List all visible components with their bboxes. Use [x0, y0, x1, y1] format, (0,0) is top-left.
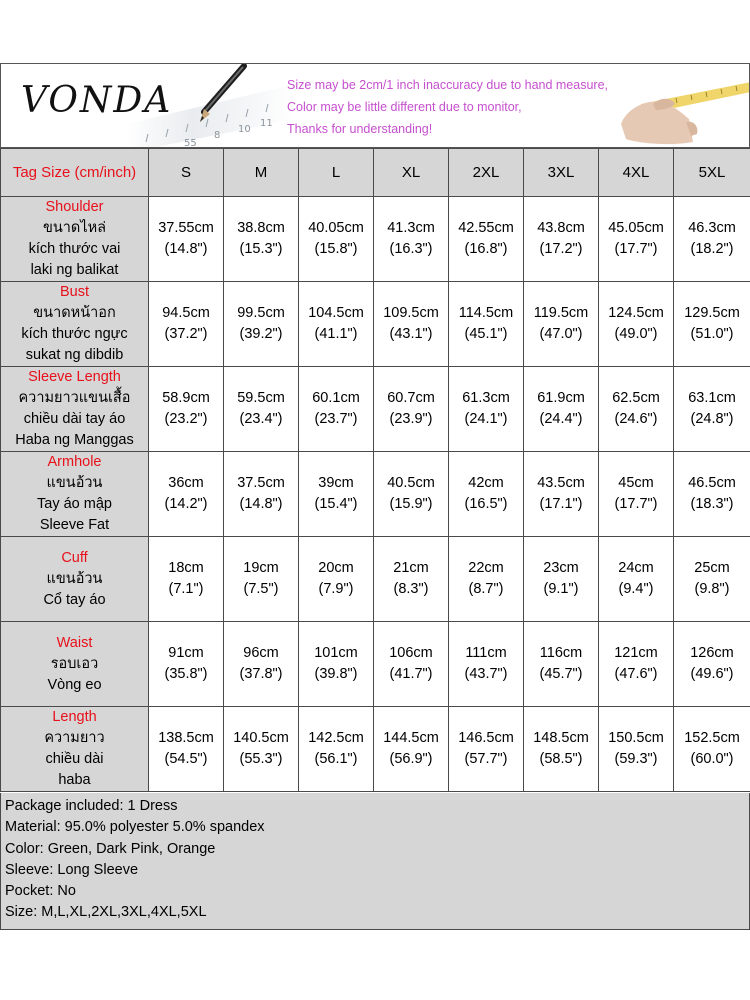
- value-inch: (23.9"): [389, 411, 433, 427]
- value-cm: 24cm: [618, 560, 654, 576]
- value-inch: (54.5"): [164, 751, 208, 767]
- info-sizes: Size: M,L,XL,2XL,3XL,4XL,5XL: [5, 904, 207, 921]
- measurement-value-cell: [374, 537, 449, 622]
- measurement-row: [1, 197, 750, 282]
- measurement-value-cell: [224, 707, 299, 792]
- value-inch: (41.1"): [314, 326, 358, 342]
- value-inch: (57.7"): [464, 751, 508, 767]
- measurement-name: Cuff: [61, 549, 88, 566]
- measurement-translation: haba: [58, 772, 91, 788]
- measurement-label-cell: [1, 622, 149, 707]
- value-cm: 18cm: [168, 560, 204, 576]
- measurement-translation: chiều dài tay áo: [23, 411, 126, 427]
- measurement-translation: ความยาวแขนเสื้อ: [18, 390, 131, 406]
- value-inch: (37.8"): [239, 666, 283, 682]
- value-inch: (15.9"): [389, 496, 433, 512]
- measurement-value-cell: [149, 707, 224, 792]
- value-cm: 124.5cm: [608, 305, 664, 321]
- value-cm: 150.5cm: [608, 730, 664, 746]
- pencil-ruler-illustration: [126, 64, 296, 148]
- value-cm: 46.5cm: [688, 475, 736, 491]
- svg-text:55: 55: [184, 138, 197, 149]
- measurement-value-cell: [599, 537, 674, 622]
- value-cm: 62.5cm: [612, 390, 660, 406]
- svg-text:10: 10: [238, 124, 251, 135]
- value-inch: (8.7"): [468, 581, 504, 597]
- size-column-header: M: [224, 149, 299, 197]
- measurement-row: [1, 622, 750, 707]
- measurement-value-cell: [224, 367, 299, 452]
- measurement-value-cell: [149, 197, 224, 282]
- measurement-translation: kích thước vai: [28, 241, 121, 257]
- measurement-value-cell: [599, 367, 674, 452]
- value-cm: 58.9cm: [162, 390, 210, 406]
- measurement-name: Length: [52, 709, 97, 725]
- size-header-row: [1, 149, 750, 197]
- measurement-value-cell: [449, 537, 524, 622]
- value-cm: 121cm: [614, 645, 658, 661]
- value-inch: (51.0"): [690, 326, 734, 342]
- measurement-value-cell: [524, 367, 599, 452]
- measurement-rows: [1, 197, 750, 792]
- measurement-value-cell: [599, 707, 674, 792]
- value-cm: 63.1cm: [688, 390, 736, 406]
- value-inch: (14.2"): [164, 496, 208, 512]
- measurement-value-cell: [599, 197, 674, 282]
- value-cm: 45.05cm: [608, 220, 664, 236]
- measurement-value-cell: [449, 452, 524, 537]
- measurement-name: Waist: [56, 634, 93, 651]
- value-cm: 114.5cm: [458, 305, 514, 321]
- svg-text:8: 8: [214, 130, 221, 141]
- value-cm: 61.9cm: [537, 390, 585, 406]
- hand-tape-illustration: [601, 64, 750, 148]
- brand-logo: VONDA: [21, 80, 173, 121]
- value-cm: 45cm: [618, 475, 654, 491]
- measurement-value-cell: [524, 622, 599, 707]
- measurement-value-cell: [299, 707, 374, 792]
- measurement-label-cell: [1, 537, 149, 622]
- value-cm: 148.5cm: [533, 730, 589, 746]
- measurement-value-cell: [224, 622, 299, 707]
- value-inch: (16.8"): [464, 241, 508, 257]
- value-cm: 119.5cm: [533, 305, 589, 321]
- value-inch: (23.7"): [314, 411, 358, 427]
- value-inch: (16.5"): [464, 496, 508, 512]
- info-color: Color: Green, Dark Pink, Orange: [5, 840, 216, 857]
- value-cm: 94.5cm: [162, 305, 210, 321]
- measurement-translation: แขนอ้วน: [46, 570, 103, 587]
- size-column-header: L: [299, 149, 374, 197]
- svg-text:11: 11: [260, 118, 273, 129]
- measurement-value-cell: [674, 367, 750, 452]
- measurement-label-cell: [1, 452, 149, 537]
- measurement-value-cell: [524, 282, 599, 367]
- measurement-name: Shoulder: [45, 199, 104, 215]
- value-inch: (24.1"): [464, 411, 508, 427]
- measurement-value-cell: [149, 537, 224, 622]
- value-inch: (14.8"): [164, 241, 208, 257]
- measurement-name: Armhole: [47, 454, 102, 470]
- value-cm: 146.5cm: [458, 730, 514, 746]
- value-cm: 36cm: [168, 475, 204, 491]
- measurement-translation: ขนาดหน้าอก: [33, 305, 116, 321]
- value-cm: 42cm: [468, 475, 504, 491]
- measurement-value-cell: [524, 197, 599, 282]
- size-column-header: XL: [374, 149, 449, 197]
- measurement-value-cell: [599, 622, 674, 707]
- measurement-value-cell: [674, 537, 750, 622]
- measurement-name: Sleeve Length: [28, 369, 121, 385]
- measurement-value-cell: [374, 707, 449, 792]
- value-inch: (45.1"): [464, 326, 508, 342]
- measurement-value-cell: [449, 197, 524, 282]
- value-inch: (23.2"): [164, 411, 208, 427]
- note-line: Color may be little different due to monitor,: [287, 100, 522, 114]
- size-chart-header: [0, 63, 750, 148]
- value-inch: (43.1"): [389, 326, 433, 342]
- measurement-row: [1, 367, 750, 452]
- measurement-translation: ขนาดไหล่: [42, 220, 107, 236]
- value-cm: 106cm: [389, 645, 433, 661]
- value-inch: (17.7"): [614, 496, 658, 512]
- value-inch: (39.2"): [239, 326, 283, 342]
- product-info: [0, 793, 750, 930]
- measurement-value-cell: [299, 452, 374, 537]
- measurement-value-cell: [374, 282, 449, 367]
- tag-size-header: Tag Size (cm/inch): [1, 149, 149, 197]
- measurement-translation: kích thước ngực: [21, 326, 128, 342]
- measurement-notes: [287, 74, 617, 140]
- measurement-translation: แขนอ้วน: [46, 475, 103, 491]
- value-cm: 144.5cm: [383, 730, 439, 746]
- value-cm: 96cm: [243, 645, 279, 661]
- measurement-translation: Vòng eo: [47, 676, 102, 693]
- size-column-header: 3XL: [524, 149, 599, 197]
- value-inch: (56.9"): [389, 751, 433, 767]
- value-inch: (56.1"): [314, 751, 358, 767]
- measurement-translation: ความยาว: [44, 730, 105, 746]
- value-cm: 111cm: [465, 645, 507, 661]
- value-inch: (15.8"): [314, 241, 358, 257]
- measurement-value-cell: [149, 282, 224, 367]
- info-pocket: Pocket: No: [5, 883, 76, 900]
- value-cm: 42.55cm: [458, 220, 514, 236]
- value-cm: 25cm: [694, 560, 730, 576]
- value-inch: (7.9"): [318, 581, 354, 597]
- value-cm: 60.7cm: [387, 390, 435, 406]
- value-cm: 104.5cm: [308, 305, 364, 321]
- value-inch: (55.3"): [239, 751, 283, 767]
- value-cm: 37.55cm: [158, 220, 214, 236]
- size-column-header: 4XL: [599, 149, 674, 197]
- value-cm: 116cm: [539, 645, 583, 661]
- value-inch: (17.7"): [614, 241, 658, 257]
- measurement-value-cell: [299, 367, 374, 452]
- value-inch: (15.4"): [314, 496, 358, 512]
- size-column-header: 2XL: [449, 149, 524, 197]
- measurement-value-cell: [599, 452, 674, 537]
- measurement-label-cell: [1, 707, 149, 792]
- value-inch: (58.5"): [539, 751, 583, 767]
- measurement-value-cell: [224, 537, 299, 622]
- measurement-value-cell: [374, 367, 449, 452]
- measurement-translation: Tay áo mập: [37, 496, 112, 512]
- value-cm: 22cm: [468, 560, 504, 576]
- measurement-translation: sukat ng dibdib: [25, 347, 124, 363]
- value-cm: 38.8cm: [237, 220, 285, 236]
- measurement-translation: รอบเอว: [50, 655, 99, 672]
- measurement-value-cell: [299, 537, 374, 622]
- measurement-value-cell: [149, 622, 224, 707]
- value-inch: (45.7"): [539, 666, 583, 682]
- value-cm: 21cm: [393, 560, 429, 576]
- measurement-translation: Cổ tay áo: [43, 591, 106, 608]
- value-cm: 126cm: [690, 645, 734, 661]
- value-inch: (17.1"): [539, 496, 583, 512]
- measurement-row: [1, 537, 750, 622]
- measurement-translation: chiều dài: [45, 751, 104, 767]
- value-cm: 138.5cm: [158, 730, 214, 746]
- measurement-value-cell: [299, 282, 374, 367]
- value-inch: (17.2"): [539, 241, 583, 257]
- value-inch: (47.0"): [539, 326, 583, 342]
- measurement-value-cell: [224, 282, 299, 367]
- measurement-value-cell: [299, 197, 374, 282]
- value-cm: 99.5cm: [237, 305, 285, 321]
- measurement-value-cell: [224, 197, 299, 282]
- value-inch: (16.3"): [389, 241, 433, 257]
- value-cm: 109.5cm: [383, 305, 439, 321]
- size-column-header: S: [149, 149, 224, 197]
- measurement-value-cell: [374, 452, 449, 537]
- measurement-value-cell: [674, 622, 750, 707]
- value-inch: (41.7"): [389, 666, 433, 682]
- measurement-label-cell: [1, 367, 149, 452]
- value-cm: 142.5cm: [308, 730, 364, 746]
- value-cm: 19cm: [243, 560, 279, 576]
- measurement-value-cell: [599, 282, 674, 367]
- measurement-value-cell: [524, 452, 599, 537]
- measurement-value-cell: [674, 452, 750, 537]
- value-inch: (9.1"): [543, 581, 579, 597]
- note-line: Thanks for understanding!: [287, 122, 433, 136]
- value-inch: (60.0"): [690, 751, 734, 767]
- value-inch: (23.4"): [239, 411, 283, 427]
- value-inch: (49.6"): [690, 666, 734, 682]
- value-inch: (35.8"): [164, 666, 208, 682]
- value-inch: (18.3"): [690, 496, 734, 512]
- measurement-translation: Sleeve Fat: [39, 517, 110, 533]
- value-inch: (8.3"): [393, 581, 429, 597]
- value-cm: 39cm: [318, 475, 354, 491]
- measurement-value-cell: [449, 622, 524, 707]
- measurement-value-cell: [374, 622, 449, 707]
- info-package: Package included: 1 Dress: [5, 798, 178, 814]
- value-inch: (24.6"): [614, 411, 658, 427]
- value-cm: 43.5cm: [537, 475, 585, 491]
- measurement-label-cell: [1, 282, 149, 367]
- value-cm: 101cm: [314, 645, 358, 661]
- value-cm: 20cm: [318, 560, 354, 576]
- size-column-header: 5XL: [674, 149, 750, 197]
- measurement-value-cell: [449, 367, 524, 452]
- value-cm: 46.3cm: [688, 220, 736, 236]
- value-inch: (24.8"): [690, 411, 734, 427]
- value-cm: 23cm: [543, 560, 579, 576]
- value-inch: (7.5"): [243, 581, 279, 597]
- measurement-value-cell: [374, 197, 449, 282]
- measurement-value-cell: [674, 707, 750, 792]
- value-cm: 129.5cm: [684, 305, 740, 321]
- value-inch: (59.3"): [614, 751, 658, 767]
- value-inch: (24.4"): [539, 411, 583, 427]
- value-cm: 41.3cm: [387, 220, 435, 236]
- value-cm: 91cm: [168, 645, 204, 661]
- value-inch: (39.8"): [314, 666, 358, 682]
- measurement-name: Bust: [59, 284, 89, 300]
- value-cm: 43.8cm: [537, 220, 585, 236]
- measurement-row: [1, 282, 750, 367]
- measurement-row: [1, 707, 750, 792]
- value-inch: (9.4"): [618, 581, 654, 597]
- value-cm: 60.1cm: [312, 390, 360, 406]
- measurement-translation: Haba ng Manggas: [15, 432, 134, 448]
- measurement-value-cell: [524, 537, 599, 622]
- value-inch: (14.8"): [239, 496, 283, 512]
- value-inch: (9.8"): [694, 581, 730, 597]
- value-inch: (37.2"): [164, 326, 208, 342]
- measurement-value-cell: [149, 452, 224, 537]
- value-inch: (7.1"): [168, 581, 204, 597]
- size-chart-table: [0, 148, 750, 792]
- measurement-value-cell: [674, 197, 750, 282]
- measurement-value-cell: [524, 707, 599, 792]
- value-inch: (49.0"): [614, 326, 658, 342]
- measurement-value-cell: [449, 707, 524, 792]
- measurement-value-cell: [674, 282, 750, 367]
- value-inch: (15.3"): [239, 241, 283, 257]
- measurement-value-cell: [149, 367, 224, 452]
- measurement-value-cell: [224, 452, 299, 537]
- measurement-value-cell: [299, 622, 374, 707]
- value-cm: 61.3cm: [462, 390, 510, 406]
- note-line: Size may be 2cm/1 inch inaccuracy due to hand measure,: [287, 78, 609, 92]
- value-cm: 37.5cm: [237, 475, 285, 491]
- measurement-label-cell: [1, 197, 149, 282]
- measurement-value-cell: [449, 282, 524, 367]
- value-cm: 152.5cm: [684, 730, 740, 746]
- value-cm: 59.5cm: [237, 390, 285, 406]
- value-inch: (18.2"): [690, 241, 734, 257]
- value-cm: 40.05cm: [308, 220, 364, 236]
- value-cm: 140.5cm: [233, 730, 289, 746]
- value-cm: 40.5cm: [387, 475, 435, 491]
- info-sleeve: Sleeve: Long Sleeve: [5, 861, 139, 878]
- info-material: Material: 95.0% polyester 5.0% spandex: [5, 819, 265, 836]
- measurement-row: [1, 452, 750, 537]
- measurement-translation: laki ng balikat: [30, 262, 119, 278]
- value-inch: (47.6"): [614, 666, 658, 682]
- value-inch: (43.7"): [464, 666, 508, 682]
